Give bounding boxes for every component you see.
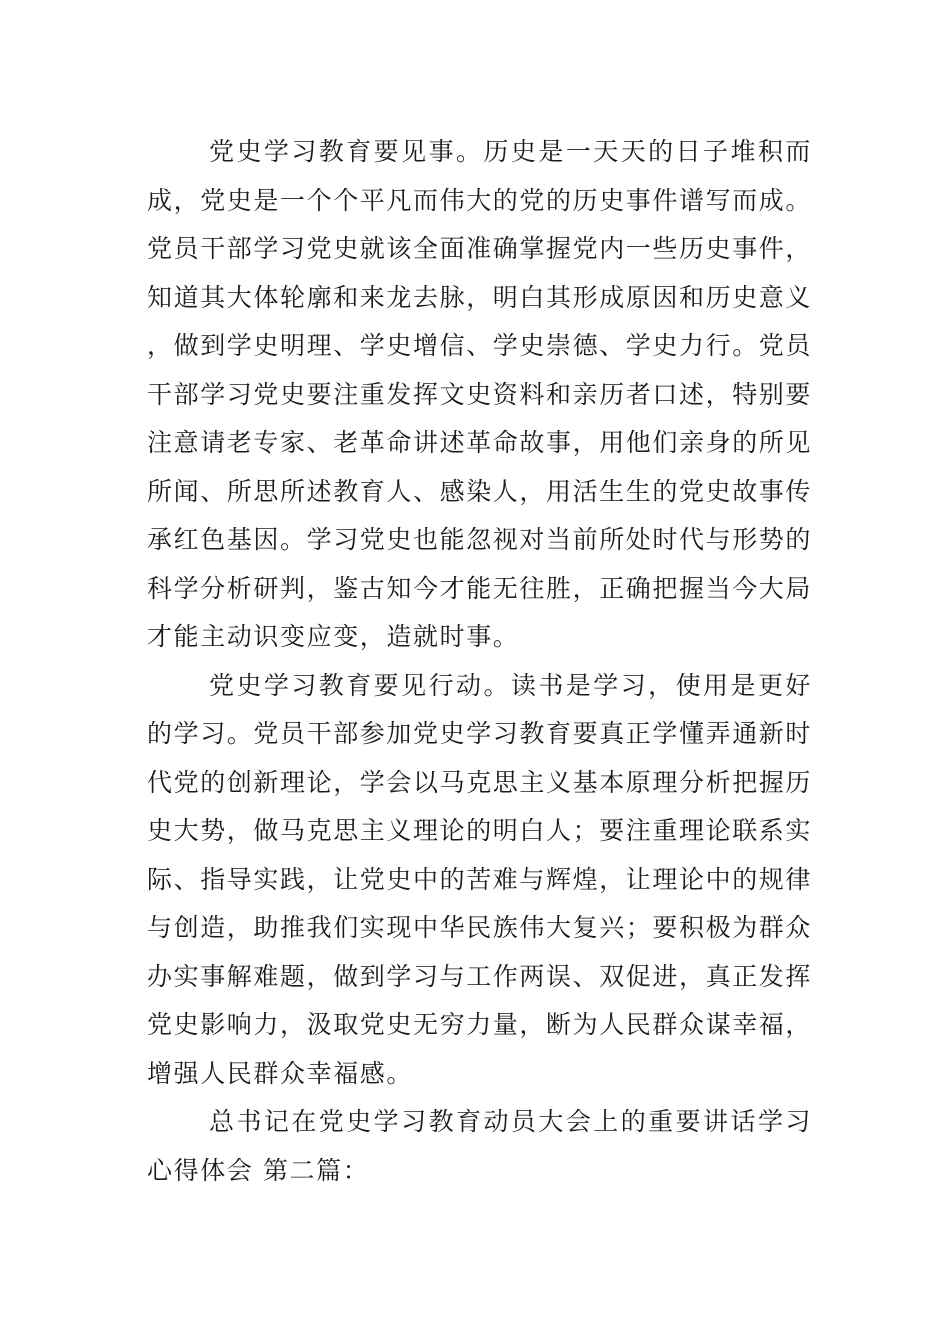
- document-body: [147, 128, 812, 1195]
- paragraph-study-action: 党史学习教育要见行动。读书是学习，使用是更好的学习。党员干部参加党史学习教育要真正学懂弄通新时代党的创新理论，学会以马克思主义基本原理分析把握历史大势，做马克思主义理论的明白人；要注重理论联系实际、指导实践，让党史中的苦难与辉煌，让理论中的规律与创造，助推我们实现中华民族伟大复兴；要积极为群众办实事解难题，做到学习与工作两误、双促进，真正发挥党史影响力，汲取党史无穷力量，断为人民群众谋幸福，增强人民群众幸福感。: [147, 670, 813, 1088]
- paragraph-study-events: 党史学习教育要见事。历史是一天天的日子堆积而成，党史是一个个平凡而伟大的党的历史事件谱写而成。党员干部学习党史就该全面准确掌握党内一些历史事件，知道其大体轮廓和来龙去脉，明白其形成原因和历史意义，做到学史明理、学史增信、学史崇德、学史力行。党员干部学习党史要注重发挥文史资料和亲历者口述，特别要注意请老专家、老革命讲述革命故事，用他们亲身的所见所闻、所思所述教育人、感染人，用活生生的党史故事传承红色基因。学习党史也能忽视对当前所处时代与形势的科学分析研判，鉴古知今才能无往胜，正确把握当今大局才能主动识变应变，造就时事。: [147, 137, 813, 651]
- paragraph-second-article-heading: 总书记在党史学习教育动员大会上的重要讲话学习心得体会 第二篇：: [147, 1107, 812, 1185]
